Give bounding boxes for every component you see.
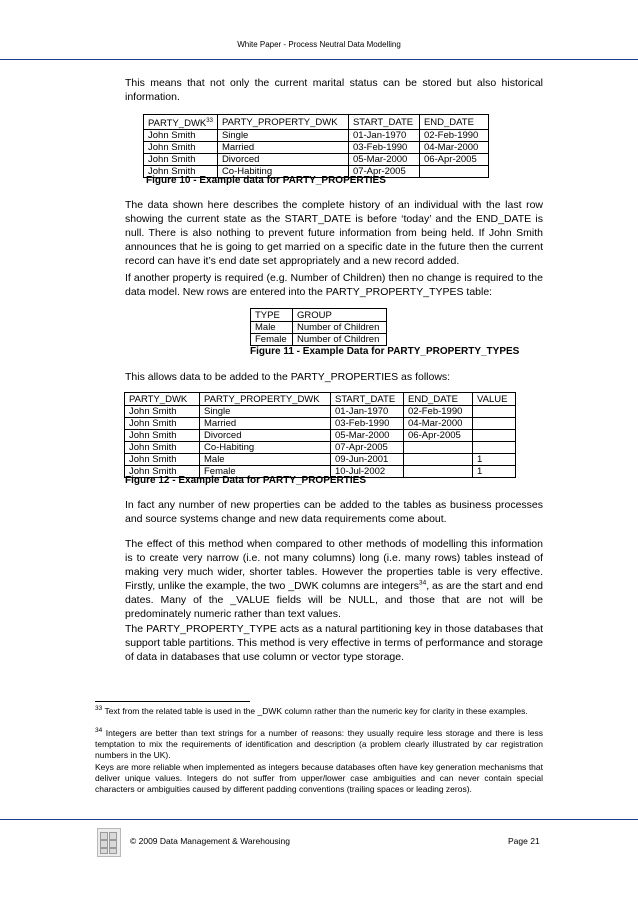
table-header-cell: END_DATE	[419, 115, 488, 130]
table-cell: John Smith	[144, 154, 218, 166]
table-cell: Married	[217, 142, 348, 154]
table-cell	[473, 418, 516, 430]
paragraph-4: This allows data to be added to the PARTY_PROPERTIES as follows:	[125, 371, 451, 383]
table-cell: John Smith	[144, 142, 218, 154]
table-cell: 09-Jun-2001	[331, 454, 404, 466]
table-header-cell: PARTY_PROPERTY_DWK	[217, 115, 348, 130]
table-cell	[404, 442, 473, 454]
table-cell: 1	[473, 466, 516, 478]
page-number: Page 21	[508, 836, 540, 846]
footnote-34-continued: Keys are more reliable when implemented as integers because databases often have key generation mechanisms that deliver unique values. Integers do not suffer from upper/lower case ambiguities and can never contain special characters or ambiguities caused by different padding conventions (trailing spaces or leading zeros).	[95, 762, 543, 794]
figure-caption: Figure 12 - Example Data for PARTY_PROPERTIES	[125, 475, 366, 486]
footnote-number: 34	[95, 727, 103, 735]
paragraph-3: If another property is required (e.g. Number of Children) then no change is required to the data model. New rows are entered into the PARTY_PROPERTY_TYPES table:	[125, 272, 543, 298]
footnote-text: Integers are better than text strings for a number of reasons: they usually require less storage and there is less temptation to mix the requirements of identification and description (a problem clearly illustrated by car registration numbers in the UK).	[95, 728, 543, 760]
paragraph-1: This means that not only the current marital status can be stored but also historical information.	[125, 77, 543, 103]
paragraph-5: In fact any number of new properties can be added to the tables as business processes and source systems change and new data requirements come about.	[125, 499, 543, 525]
table-cell: John Smith	[144, 166, 218, 178]
table-cell: John Smith	[125, 454, 200, 466]
table-header-cell: PARTY_DWK	[125, 393, 200, 406]
table-cell: 05-Mar-2000	[331, 430, 404, 442]
figure-caption: Figure 10 - Example data for PARTY_PROPERTIES	[146, 175, 386, 186]
footnote-text: Text from the related table is used in the _DWK column rather than the numeric key for clarity in these examples.	[102, 706, 528, 716]
footnote-33	[95, 706, 543, 717]
table-cell: 10-Jul-2002	[331, 466, 404, 478]
table-cell	[419, 166, 488, 178]
table-cell: John Smith	[125, 418, 200, 430]
table-header-row	[144, 115, 489, 130]
footnote-number: 33	[95, 705, 103, 713]
table-cell: John Smith	[125, 406, 200, 418]
table-cell: John Smith	[125, 466, 200, 478]
table-header-cell: GROUP	[293, 309, 387, 322]
table-cell: 07-Apr-2005	[331, 442, 404, 454]
footer-copyright: © 2009 Data Management & Warehousing	[130, 836, 290, 846]
table-cell: 03-Feb-1990	[331, 418, 404, 430]
table-cell: 02-Feb-1990	[419, 130, 488, 142]
table-row	[125, 454, 516, 466]
table-cell	[473, 406, 516, 418]
figure-caption: Figure 11 - Example Data for PARTY_PROPERTY_TYPES	[250, 346, 520, 357]
table-header-cell: VALUE	[473, 393, 516, 406]
table-cell: Co-Habiting	[200, 442, 331, 454]
table-cell: 1	[473, 454, 516, 466]
table-row	[144, 130, 489, 142]
table-cell: Married	[200, 418, 331, 430]
footnote-separator	[95, 701, 250, 702]
table-cell: 04-Mar-2000	[404, 418, 473, 430]
table-cell: John Smith	[125, 430, 200, 442]
table-cell	[404, 466, 473, 478]
table-cell: 01-Jan-1970	[331, 406, 404, 418]
table-header-row	[251, 309, 387, 322]
table-header-row	[125, 393, 516, 406]
table-cell: Co-Habiting	[217, 166, 348, 178]
table-row	[251, 322, 387, 334]
paragraph-2: The data shown here describes the complete history of an individual with the last row showing the current state as the START_DATE is before ‘today’ and the END_DATE is null. There is also nothing to prevent future information from being held. If John Smith announces that he is going to get married on a specific date in the future then the current record can have it’s end date set appropriately and a new record added.	[125, 199, 543, 267]
table-row	[125, 418, 516, 430]
table-header-cell: PARTY_DWK$^{33}$	[144, 115, 218, 130]
footnote-34	[95, 728, 543, 761]
table-party-properties-values	[124, 392, 516, 478]
footnote-reference: 34	[418, 579, 427, 587]
table-cell: Number of Children	[293, 322, 387, 334]
table-cell: Male	[200, 454, 331, 466]
table-cell: Divorced	[217, 154, 348, 166]
table-cell: 05-Mar-2000	[348, 154, 419, 166]
table-cell: 04-Mar-2000	[419, 142, 488, 154]
table-party-property-types	[250, 308, 387, 346]
table-row	[144, 154, 489, 166]
table-cell: John Smith	[144, 130, 218, 142]
table-cell: 03-Feb-1990	[348, 142, 419, 154]
footer-rule	[0, 819, 638, 820]
table-header-cell: END_DATE	[404, 393, 473, 406]
table-row	[251, 334, 387, 346]
table-cell: Single	[217, 130, 348, 142]
table-cell: Divorced	[200, 430, 331, 442]
paragraph-6-text-a: The effect of this method when compared to other methods of modelling this information is to create very narrow (i.e. not many columns) long (i.e. many rows) tables instead of making very much wider, shorter tables. However the properties table is very effective. Firstly, unlike the example, the two _DWK columns are integers	[125, 538, 543, 592]
table-cell: 02-Feb-1990	[404, 406, 473, 418]
page-header-title: White Paper - Process Neutral Data Modelling	[237, 40, 401, 49]
header-rule	[0, 59, 638, 60]
table-cell: Male	[251, 322, 293, 334]
table-header-cell: START_DATE	[348, 115, 419, 130]
table-cell: 01-Jan-1970	[348, 130, 419, 142]
table-row	[125, 442, 516, 454]
company-logo-icon	[97, 828, 121, 857]
table-cell	[473, 442, 516, 454]
table-cell: Single	[200, 406, 331, 418]
table-row	[125, 406, 516, 418]
table-cell: 06-Apr-2005	[419, 154, 488, 166]
table-party-properties-history	[143, 114, 489, 178]
table-header-cell: START_DATE	[331, 393, 404, 406]
table-cell: 06-Apr-2005	[404, 430, 473, 442]
table-header-cell: TYPE	[251, 309, 293, 322]
table-row	[144, 142, 489, 154]
paragraph-7: The PARTY_PROPERTY_TYPE acts as a natural partitioning key in those databases that support table partitions. This method is very effective in terms of performance and storage of data in databases that use column or vector type storage.	[125, 623, 543, 663]
table-row	[125, 430, 516, 442]
table-cell: Number of Children	[293, 334, 387, 346]
paragraph-6	[125, 537, 543, 621]
paragraph-6-text-b: , as are the start and end dates. Many of the _VALUE fields will be NULL, and those that are not will be predominately numeric rather than text values.	[125, 580, 543, 620]
table-cell	[473, 430, 516, 442]
table-cell: Female	[251, 334, 293, 346]
table-header-cell: PARTY_PROPERTY_DWK	[200, 393, 331, 406]
table-cell: Female	[200, 466, 331, 478]
table-cell: John Smith	[125, 442, 200, 454]
table-cell	[404, 454, 473, 466]
table-cell: 07-Apr-2005	[348, 166, 419, 178]
